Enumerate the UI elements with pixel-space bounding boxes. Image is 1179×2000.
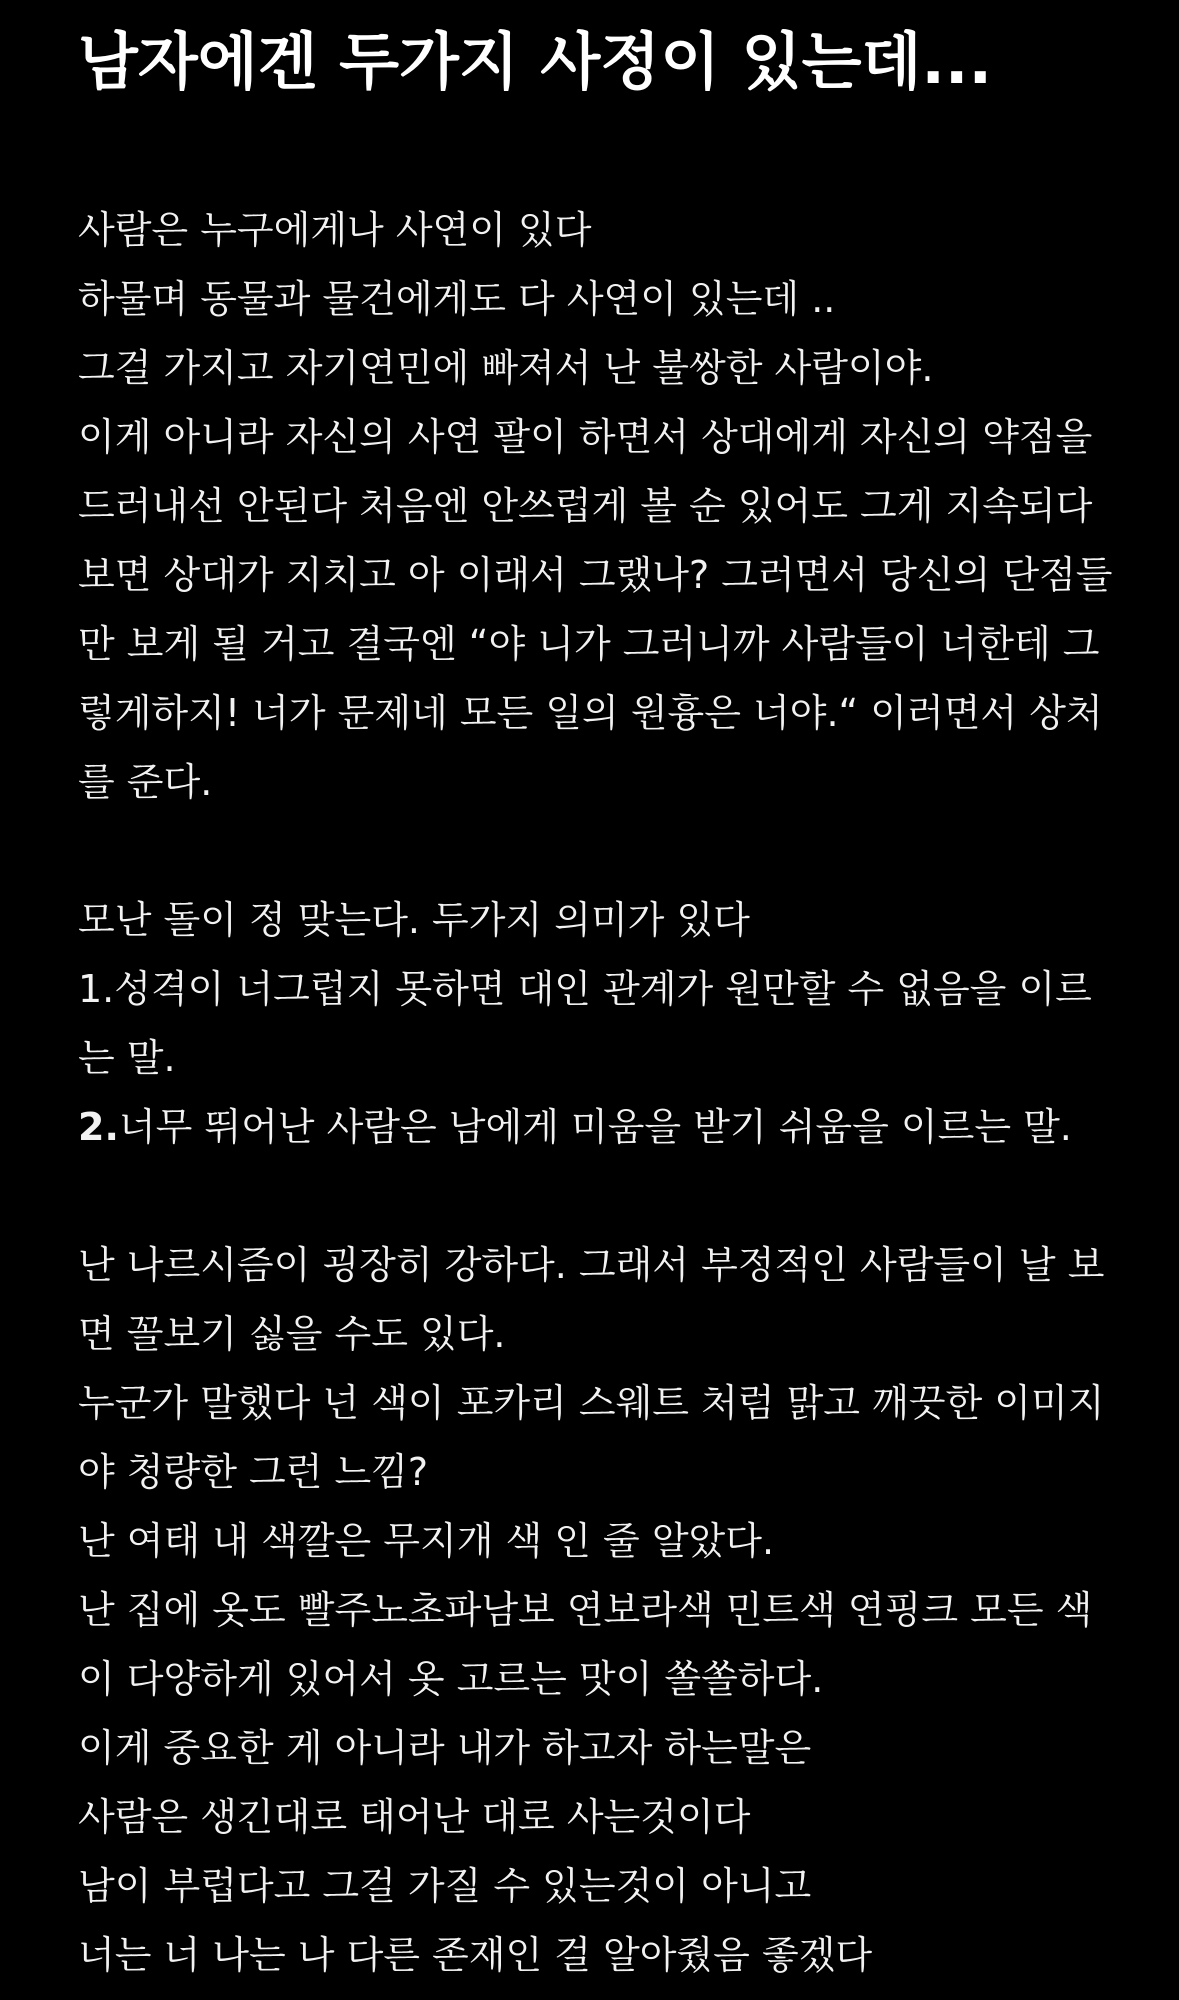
list-item-text: 너무 뛰어난 사람은 남에게 미움을 받기 쉬움을 이르는 말.	[118, 1105, 1072, 1149]
body-line: 남이 부럽다고 그걸 가질 수 있는것이 아니고	[78, 1864, 812, 1908]
body-line: 1.성격이 너그럽지 못하면 대인 관계가 원만할 수 없음을 이르	[78, 967, 1092, 1011]
body-line: 드러내선 안된다 처음엔 안쓰럽게 볼 순 있어도 그게 지속되다	[78, 484, 1093, 528]
body-line: 그걸 가지고 자기연민에 빠져서 난 불쌍한 사람이야.	[78, 346, 934, 390]
body-line: 너는 너 나는 나 다른 존재인 걸 알아줬음 좋겠다	[78, 1933, 873, 1977]
body-line: 를 준다.	[78, 760, 213, 804]
body-line: 난 집에 옷도 빨주노초파남보 연보라색 민트색 연핑크 모든 색	[78, 1588, 1093, 1632]
body-line: 사람은 생긴대로 태어난 대로 사는것이다	[78, 1795, 751, 1839]
note-title: 남자에겐 두가지 사정이 있는데...	[78, 25, 993, 98]
body-line: 만 보게 될 거고 결국엔 “야 니가 그러니까 사람들이 너한테 그	[78, 622, 1100, 666]
body-line: 이게 아니라 자신의 사연 팔이 하면서 상대에게 자신의 약점을	[78, 415, 1093, 459]
body-line: 면 꼴보기 싫을 수도 있다.	[78, 1312, 506, 1356]
body-line: 모난 돌이 정 맞는다. 두가지 의미가 있다	[78, 898, 750, 942]
body-line: 는 말.	[78, 1036, 176, 1080]
list-item-2	[78, 1093, 1118, 1162]
body-line: 누군가 말했다 넌 색이 포카리 스웨트 처럼 맑고 깨끗한 이미지	[78, 1381, 1105, 1425]
body-line: 사람은 누구에게나 사연이 있다	[78, 208, 592, 252]
list-item-number: 2.	[78, 1105, 119, 1149]
paragraph-spacer	[78, 817, 1118, 886]
body-line: 보면 상대가 지치고 아 이래서 그랬나? 그러면서 당신의 단점들	[78, 553, 1113, 597]
paragraph-spacer	[78, 1162, 1118, 1231]
body-line: 이게 중요한 게 아니라 내가 하고자 하는말은	[78, 1726, 812, 1770]
body-line: 하물며 동물과 물건에게도 다 사연이 있는데 ..	[78, 277, 836, 321]
body-line: 야 청량한 그런 느낌?	[78, 1450, 429, 1494]
note-body	[78, 196, 1118, 1990]
body-line: 이 다양하게 있어서 옷 고르는 맛이 쏠쏠하다.	[78, 1657, 824, 1701]
body-line: 난 나르시즘이 굉장히 강하다. 그래서 부정적인 사람들이 날 보	[78, 1243, 1105, 1287]
body-line: 난 여태 내 색깔은 무지개 색 인 줄 알았다.	[78, 1519, 775, 1563]
body-line: 렇게하지! 너가 문제네 모든 일의 원흉은 너야.“ 이러면서 상처	[78, 691, 1103, 735]
note-page	[78, 0, 1118, 1977]
